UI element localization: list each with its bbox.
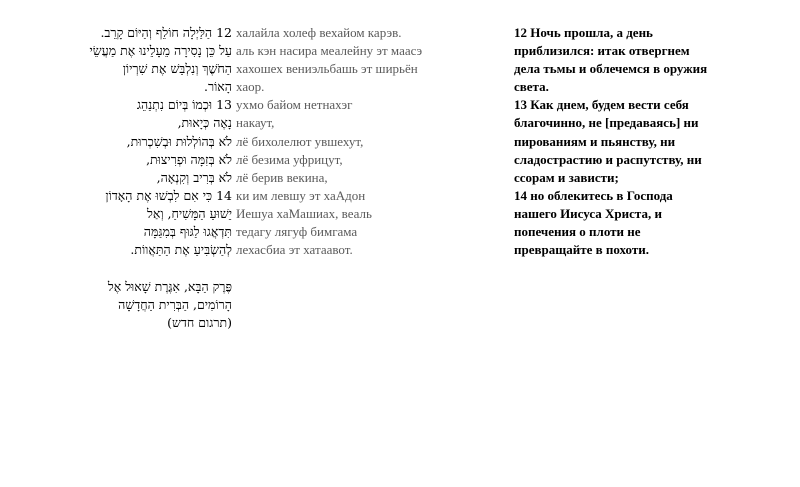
translit-line: аль кэн насира меалейну эт маасэ (236, 43, 423, 59)
russian-column (514, 24, 744, 259)
russian-line: приблизился: итак отвергнем (514, 43, 690, 59)
russian-line: ссорам и зависти; (514, 169, 619, 185)
translit-line: хаор. (236, 79, 265, 95)
translit-line: ухмо байом нетнахэг (236, 97, 353, 113)
hebrew-line: עַל כֵּן נָסִירָה מֵעָלֵינוּ אֶת מַעֲשֵׂי (89, 43, 232, 59)
russian-line: 14 но облекитесь в Господа (514, 187, 673, 203)
russian-line: нашего Иисуса Христа, и (514, 205, 662, 221)
translit-line: лё безима уфрицут, (236, 151, 343, 167)
source-note (60, 278, 232, 332)
hebrew-line: 13 וּכְמוֹ בְּיוֹם נִתְנַהֵג (136, 97, 232, 113)
hebrew-line: לֹא בְּרִיב וְקִנְאָה, (156, 169, 232, 185)
hebrew-line: הַחֹשֶׁךְ וְנִלְבַּשׁ אֶת שִׁרְיוֹן (122, 61, 232, 77)
hebrew-line: לְהַשְׂבִּיעַ אֶת הַתַּאֲווֹת. (130, 242, 232, 258)
source-note-line: הָרוֹמִים, הַבְּרִית הַחֲדָשָׁה (118, 297, 232, 313)
russian-line: света. (514, 79, 549, 95)
russian-line: 13 Как днем, будем вести себя (514, 97, 689, 113)
hebrew-line: 14 כִּי אִם לִבְשׁוּ אֶת הָאָדוֹן (105, 187, 232, 203)
translit-line: тедагу лягуф бимгама (236, 224, 358, 240)
translit-line: лехасбиа эт хатаавот. (236, 242, 353, 258)
hebrew-line: לֹא בְּהוֹלְלוּת וּבְשִׁכְרוּת, (126, 133, 232, 149)
translit-line: ки им левшу эт хаАдон (236, 187, 366, 203)
translit-line: лё бихолелют увшехут, (236, 133, 364, 149)
translit-line: хахошех вениэльбашь эт ширьён (236, 61, 418, 77)
hebrew-line: 12 הַלַּיְלָה חוֹלֵף וְהַיּוֹם קָרֵב. (100, 25, 232, 40)
translit-line: халайла холеф вехайом карэв. (236, 25, 402, 40)
hebrew-line: יֵשׁוּעַ הַמָּשִׁיחַ, וְאַל (147, 205, 232, 221)
source-note-line: פֶּרֶק הַבָּא, אִגֶּרֶת שָׁאוּל אֶל (107, 279, 232, 294)
russian-line: сладострастию и распутству, ни (514, 151, 702, 167)
transliteration-column (236, 24, 476, 259)
russian-line: дела тьмы и облечемся в оружия (514, 61, 708, 77)
hebrew-line: נָאֶה כְּיָאוּת, (177, 115, 232, 131)
russian-line: пированиям и пьянству, ни (514, 133, 676, 149)
hebrew-column (60, 24, 232, 259)
russian-line: 12 Ночь прошла, а день (514, 25, 653, 40)
hebrew-line: תִּדְאֲגוּ לַגּוּף בְּמִגַּמָּה (143, 224, 232, 240)
russian-line: благочинно, не [предаваясь] ни (514, 115, 699, 131)
hebrew-line: לֹא בְּזִמָּה וּפְרִיצוּת, (146, 151, 232, 167)
russian-line: превращайте в похоти. (514, 242, 650, 258)
russian-line: попечения о плоти не (514, 224, 641, 240)
source-note-line: (תרגום חדש) (167, 315, 232, 331)
translit-line: Иешуа хаМашиах, веаль (236, 205, 372, 221)
translit-line: накаут, (236, 115, 275, 131)
hebrew-line: הָאוֹר. (203, 79, 232, 95)
translit-line: лё берив векина, (236, 169, 328, 185)
